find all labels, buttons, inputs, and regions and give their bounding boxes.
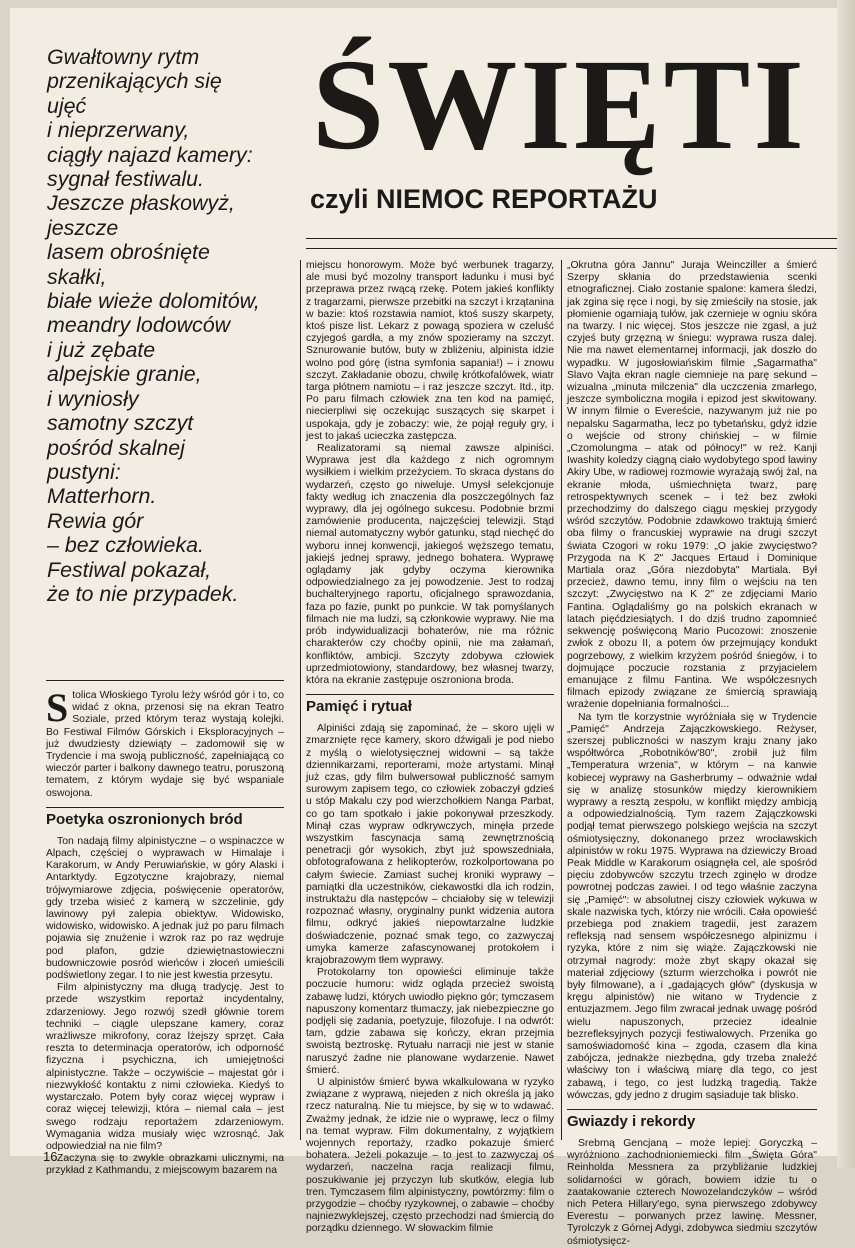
intro-text: tolica Włoskiego Tyrolu leży wśród gór i to, co widać z okna, przenosi się na ekran Teatro Soziale, przed którym teraz wystają kolejki. Bo Festiwal Filmów Górskich i Eksploracyjnych – już dwudziesty dziewiąty – zadomowił się w Trydencie i ma swoją publiczność, zapełniającą co wieczór parter i balkony dawnego teatru, poruszoną tematem, z którym wydaje się być wspaniale oswojona. bbox=[46, 690, 284, 799]
lead-line: ujęć bbox=[47, 93, 87, 118]
lead-line: białe wieże dolomitów, bbox=[47, 289, 260, 314]
lead-line: Festiwal pokazał, bbox=[47, 557, 212, 582]
paragraph: Protokolarny ton opowieści eliminuje także poczucie humoru: widz ogląda przecież swoistą zabawę ludzi, których uwiodło piękno gór; tymczasem napuszony komentarz tłumaczy, jak niebezpieczne go podjęli się zadania, poetyzuje, filozofuje. I na odwrót: tam, gdzie zabawa się kończy, ekran przejmia swoistą beztroskę. Rytuału narracji nie jest w stanie naruszyć żadne nie planowane wydarzenie. Nawet śmierć. bbox=[306, 967, 554, 1076]
lead-line: Matterhorn. bbox=[47, 484, 157, 509]
lead-line: Gwałtowny rytm bbox=[47, 45, 200, 69]
title-rule-lower bbox=[306, 248, 842, 249]
intro-paragraph bbox=[46, 685, 284, 800]
lead-line: – bez człowieka. bbox=[47, 533, 204, 558]
article-title: ŚWIĘTI bbox=[312, 33, 807, 177]
section-heading: Pamięć i rytuał bbox=[306, 694, 554, 715]
lead-line: alpejskie granie, bbox=[47, 362, 202, 387]
paragraph: Realizatorami są niemal zawsze alpiniści. Wyprawa jest dla każdego z nich ogromnym wysiłkiem i wielkim przeżyciem. To skraca dystans do wydarzeń, często go niweluje. Umysł selekcjonuje fakty według ich znaczenia dla poszczególnych faz wyprawy, dla jej ogólnego sukcesu. Podobnie brzmi zamówienie producenta, najczęściej telewizji. Stąd niemal automatyczny wybór gatunku, stąd niechęć do wyboru innej konwencji, jakiegoś węższego tematu, jakiejś jednej sprawy, jednego bohatera. Wyprawę oglądamy jak gdyby oczyma kierownika odpowiedzialnego za jej powodzenie. Jest to rodzaj buchalteryjnego raportu, oficjalnego sprawozdania, faza po fazie, punkt po punkcie. W tak pomyślanych filmach nie ma ludzi, są członkowie wyprawy. Nie ma prób indywidualizacji bohaterów, nie ma różnic charakterów czy choćby opinii, nie ma załamań, konfliktów, ambicji. Szczyty zdobywa człowiek uprzedmiotowiony, standardowy, bez własnej twarzy, która na ekranie zastępuje oszroniona broda. bbox=[306, 443, 554, 686]
section-heading: Gwiazdy i rekordy bbox=[567, 1109, 817, 1130]
lead-line: lasem obrośnięte bbox=[47, 240, 210, 265]
paragraph: Zaczyna się to zwykle obrazkami ulicznymi, na przykład z Kathmandu, z miejscowym bazarem na bbox=[46, 1153, 284, 1177]
lead-line: ciągły najazd kamery: bbox=[47, 142, 253, 167]
paragraph: Na tym tle korzystnie wyróżniała się w Trydencie „Pamięć" Andrzeja Zajączkowskiego. Reżyser, szerszej publiczności w naszym kraju znany jako współtwórca „Robotników'80", zrobił już film „Temperatura wrzenia", w którym – na kanwie kobiecej wyprawy na Gasherbrumy – odważnie wdał się w analizę stosunków między kierownikiem wyprawy a resztą zespołu, w konflikt między ambicją a odpowiedzialnością. Tym razem Zajączkowski podjął temat pierwszego polskiego wejścia na szczyt ośmiotysięczny, dokonanego przez wrocławskich alpinistów w roku 1975. Wyprawa na dziewiczy Broad Peak Middle w Karakorum osiągnęła cel, ale spośród pięciu zdobywców szczytu trzech zginęło w drodze powrotnej podczas zawiei. I od tego właśnie zaczyna się „Pamięć": w absolutnej ciszy człowiek wykuwa w skale nazwiska tych, którzy nie wrócili. Cała opowieść przebiega pod znakiem tragedii, jest zarazem refleksją nad sensem współczesnego alpinizmu i ryzyka, które z nim się wiąże. Zajączkowski nie otrzymał nagrody: może zbyt skąpy okazał się materiał zdjęciowy (szturm wierzchołka i powrót nie były filmowane), a i „gadających głów" (dyskusja w kręgu alpinistów) nie witano w Trydencie z entuzjazmem. Jego film zwracał jednak uwagę pośród wielu napuszonych, przeciez idealnie bezrefleksyjnych pozycji festiwalowych. Przenika go samoświadomość kina – zgoda, czasem dla kina zabójcza, jednakże niezbędna, gdy trzeba znaleźć właściwy ton i właściwą miarę dla tego, co jest zabawą, i tego, co jest ludzką tragedią. Także wówczas, gdy jedno z drugim sąsiaduje tak blisko. bbox=[567, 711, 817, 1101]
paragraph: Film alpinistyczny ma długą tradycję. Jest to przede wszystkim reportaż incydentalny, zdarzeniowy. Jego rozwój szedł głównie torem techniki – ciągle ulepszane kamery, coraz wrażliwsze mikrofony, coraz lżejszy sprzęt. Cała reszta to determinacja operatorów, ich odporność fizyczna i psychiczna, ich umiejętności alpinistyczne. Także – oczywiście – majestat gór i niezwykłość kontaktu z nimi człowieka. Kiedyś to wystarczało. Potem były coraz więcej wypraw i coraz więcej telewizji, która – niemal cała – jest swego rodzaju reportażem zdarzeniowym. Wymagania widza musiały więc wzrosnąć. Jak odpowiedział na nie film? bbox=[46, 982, 284, 1152]
intro-rule bbox=[46, 680, 284, 681]
lead-line: pustyni: bbox=[47, 459, 121, 484]
paragraph: Ton nadają filmy alpinistyczne – o wspinaczce w Alpach, częściej o wyprawach w Himalaje i Karakorum, w Andy Peruwiańskie, w góry Alaski i Antarktydy. Egzotyczne krajobrazy, niemal trójwymiarowe zdjęcia, poświęcenie operatorów, gdy trzeba wisieć z kamerą w szczelinie, gdy lawinowy pył zalepia obiektyw. Widowisko, widowisko, widowisko. A jednak już po paru filmach pojawia się znużenie i wzrok raz po raz wędruje pod plafon, gdzie dziewiętnastowieczni budowniczowie posród wieńców i złoceń umieścili podświetlony zegar. I to nie jest kwestia przesytu. bbox=[46, 835, 284, 982]
column-3 bbox=[567, 260, 817, 1247]
lead-line: i wyniosły bbox=[47, 386, 139, 411]
lead-line: sygnał festiwalu. bbox=[47, 167, 204, 192]
lead-line: że to nie przypadek. bbox=[47, 581, 239, 606]
drop-cap: S bbox=[46, 685, 69, 730]
page-edge bbox=[837, 0, 855, 1168]
column-divider bbox=[561, 260, 562, 1140]
lead-line: skałki, bbox=[47, 264, 107, 289]
page-number: 16 bbox=[43, 1149, 58, 1164]
paragraph: U alpinistów śmierć bywa wkalkulowana w ryzyko związane z wyprawą, niejeden z nich określa ją jako rzecz naturalną. Nie tu miejsce, by się w to wdawać. Zważmy jednak, że idzie nie o wyprawę, lecz o filmy na temat wypraw. Film dokumentalny, z wyjątkiem wojennych reportaży, rzadko pokazuje śmierć bohatera. Jeżeli pokazuje – to jest to zazwyczaj oś wydarzeń, naczelna racja realizacji filmu, poszukiwanie jej przyczyn lub skutków, elegia lub tren. Tymczasem film alpinistyczny, powtórzmy: film o przygodzie – choćby ryzykownej, o zabawie – choćby najniezwyklejszej, często przechodzi nad śmiercią do porządku dziennego. W słowackim filmie bbox=[306, 1077, 554, 1235]
paragraph: „Okrutna góra Jannu" Juraja Weincziller a śmierć Szerpy skłania do przedstawienia scenki etnograficznej. Ciało zostanie spalone: kamera śledzi, jak zgina się ręce i nogi, by się zmieściły na stosie, jak płomienie ogarniają tułów, jak czernieje w ogniu skóra na twarzy. I nic więcej. Stos jeszcze nie zgasł, a już czyjeś buty grzęzną w śniegu: wyprawa rusza dalej. Nie ma nawet elementarnej informacji, jak doszło do wypadku. W jugosłowiańskim filmie „Sagarmatha" Slavo Vajta ekran nagle ciemnieje na parę sekund – wizualna „minuta milczenia" dla uczczenia zmarłego, jeszcze symboliczna mogiła i epizod jest skwitowany. W innym filmie o Evereście, nazywanym już nie po nepalsku Sagarmatha, lecz po tybetańsku, gdyż idzie o wejście od strony chińskiej – w filmie „Czomolungma – atak od północy!" w reż. Kanji Iwashity koledzy ciągną ciało wydobytego spod lawiny Akiry Ube, w radiowej rozmowie wyrażają swój żal, na ekranie młoda, uśmiechnięta twarz, parę retrospektywnych scenek – i też bez zwłoki przechodzimy do dalszego ciągu męskiej przygody wśród szczytów. Podobnie zdawkowo traktują śmierć oba filmy o francuskiej wyprawie na drugi szczyt świata Czogori w roku 1979: „O jakie zwycięstwo? Przygoda na K 2" Jacques Ertaud i Dominique Martiala oraz „Góra niezdobyta" Martiala. Był przecież, dawno temu, inny film o wejściu na ten szczyt: „Zwycięstwo na K 2" ze zdjęciami Mario Fantina. Oglądaliśmy go na polskich ekranach w latach pięćdziesiątych. I do dziś trudno zapomnieć sekwencję poświęconą Mario Pucozowi: znoszenie zwłok z obozu II, a potem ów przejmujący kondukt pogrzebowy, z wielkim krzyżem pośród śniegów, i to dojmujące poczucie rozstania z przyjacielem emanujące z filmu Fantina. We współczesnych filmach epizody związane ze śmiercią sprawiają wrażenie dopełniania formalności... bbox=[567, 260, 817, 711]
column-2 bbox=[306, 260, 554, 1235]
lead-line: Jeszcze płaskowyż, bbox=[47, 191, 235, 216]
section-heading: Poetyka oszronionych bród bbox=[46, 807, 284, 828]
paragraph: miejscu honorowym. Może być werbunek tragarzy, ale musi być mozolny transport ładunku i musi być przeprawa przez rwącą rzekę. Potem jakieś konflikty z tragarzami, pierwsze przebitki na szczyt i krzątanina w bazie: ktoś rozstawia namiot, ktoś suszy skarpety, ktoś pisze list. Lekarz z powagą spoziera w czeluść czyjegoś gardła, a my znów spozieramy na szczyt. Sznurowanie butów, buty w zbliżeniu, alpinista idzie wolno pod górę (istna symfonia sapania!) – i znowu szczyt. Zakładanie obozu, chwilę krótkofalówek, wiatr targa płótnem namiotu – i raz jeszcze szczyt. Itd., itp. Po paru filmach człowiek zna ten kod na pamięć, niecierpliwi się oczekując suszących się skarpet i uspokaja, gdy je zobaczy: wie, że pojął reguły gry, i jest to jakaś ucieczka zastępcza. bbox=[306, 260, 554, 442]
lead-line: i nieprzerwany, bbox=[47, 118, 190, 143]
paragraph: Alpiniści zdają się zapominać, że – skoro ujęli w zmarznięte ręce kamery, skoro dźwigali je pod niebo z myślą o wielotysięcznej widowni – są także dziennikarzami, reporterami, może artystami. Minął już czas, gdy film bulwersował publiczność samym surowym zapisem tego, co człowiek zobaczył gdzieś u stóp Makalu czy pod wierzchołkiem Nanga Parbat, co go tam spotkało i jakie pokonywał przeszkody. Minął czas wypraw odkrywczych, minęła przede wszystkim fascynacja samą zewnętrznością penetracji gór wysokich, zbyt już spowszedniała, obfotografowana z helikopterów, rozkolportowana po całym świecie. Zamiast suchej kroniki wyprawy – pamiątki dla uczestników, ciekawostki dla ich rodzin, instruktażu dla następców – chciałoby się w telewizji rozpoznać własny, oryginalny punkt widzenia autora filmu, odkryć jakieś niepowtarzalne ludzkie doświadczenie, poznać smak tego, co zazwyczaj umyka kamerze zafascynowanej protokołem i krajobrazowym tłem wyprawy. bbox=[306, 723, 554, 966]
lead-line: samotny szczyt bbox=[47, 411, 194, 436]
paragraph: Srebrną Gencjaną – może lepiej: Goryczką – wyróżniono zachodnioniemiecki film „Święta Góra" Reinholda Messnera za przybliżanie ludzkiej solidarności w górach, bowiem idzie tu o zaatakowanie czterech Nowozelandczyków – wśród nich Petera Hillary'ego, syna pierwszego zdobywcy Everestu – porwanych przez lawinę. Messner, Tyrolczyk z Górnej Adygi, zdobywca siedmiu szczytów ośmiotysięcz- bbox=[567, 1138, 817, 1247]
article-subtitle: czyli NIEMOC REPORTAŻU bbox=[310, 184, 658, 214]
magazine-page bbox=[10, 8, 842, 1247]
lead-line: jeszcze bbox=[47, 215, 119, 240]
lead-verse bbox=[47, 45, 297, 606]
lead-line: pośród skalnej bbox=[47, 435, 185, 460]
lead-line: przenikających się bbox=[47, 69, 222, 94]
title-rule bbox=[306, 238, 842, 239]
lead-line: i już zębate bbox=[47, 337, 156, 362]
lead-line: meandry lodowców bbox=[47, 313, 231, 338]
column-divider bbox=[300, 260, 301, 1140]
lead-line: Rewia gór bbox=[47, 508, 144, 533]
